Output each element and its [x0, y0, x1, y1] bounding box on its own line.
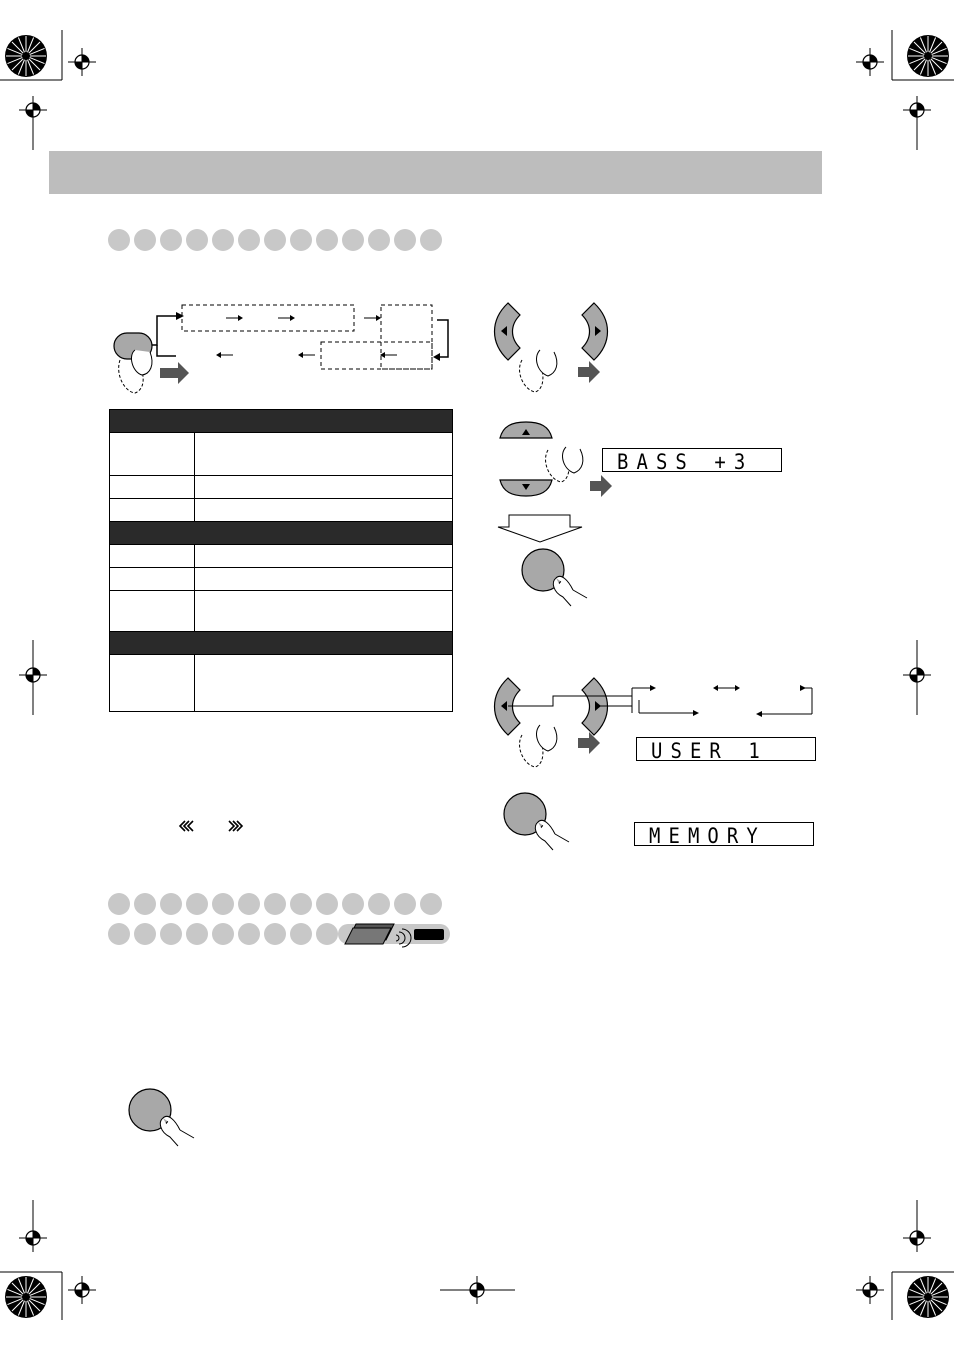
memory-display-text: MEMORY	[649, 824, 766, 848]
user-display-text: USER 1	[651, 739, 768, 763]
memory-display	[634, 822, 814, 846]
bass-display-text: BASS +3	[617, 450, 754, 474]
user-display	[636, 737, 816, 761]
